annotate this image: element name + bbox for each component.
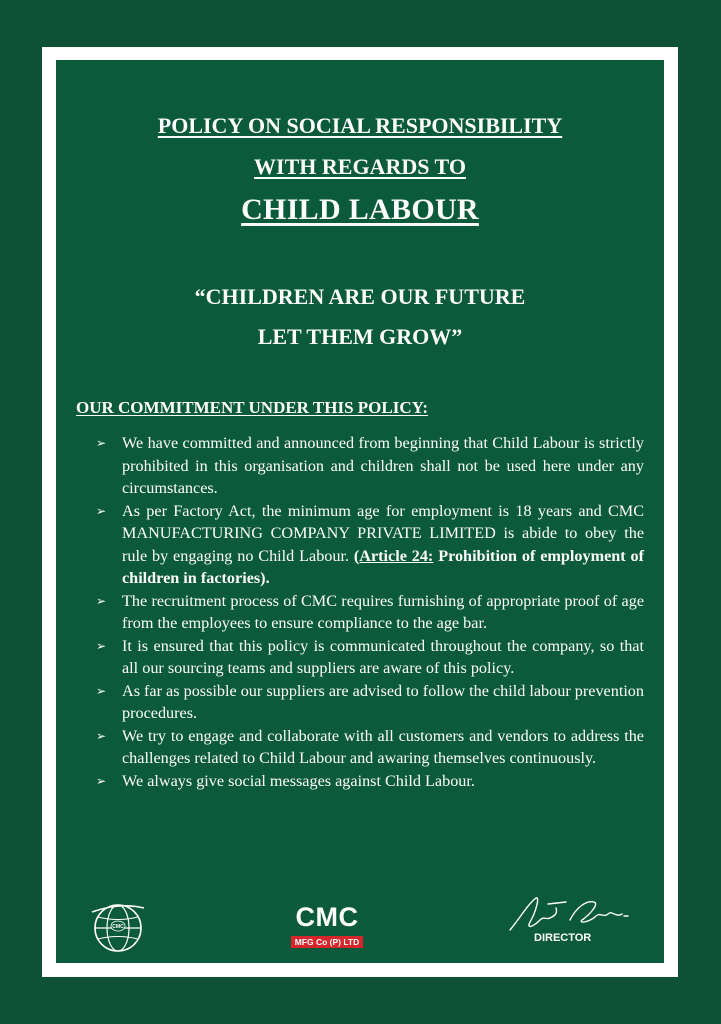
policy-panel bbox=[56, 60, 664, 963]
title-line-1: POLICY ON SOCIAL RESPONSIBILITY bbox=[157, 113, 563, 138]
globe-logo-icon bbox=[90, 898, 146, 954]
globe-logo-text: CMC bbox=[112, 924, 124, 930]
company-logo bbox=[284, 902, 370, 950]
list-item: ➢ It is ensured that this policy is communicated throughout the company, so that all our sourcing teams and suppliers are aware of this policy. bbox=[96, 636, 644, 677]
commitment-heading: OUR COMMITMENT UNDER THIS POLICY: bbox=[76, 398, 429, 417]
arrow-bullet-icon: ➢ bbox=[96, 773, 107, 788]
arrow-bullet-icon: ➢ bbox=[96, 683, 107, 698]
list-item: ➢ As far as possible our suppliers are advised to follow the child labour prevention procedures. bbox=[96, 681, 644, 722]
list-item: ➢ We always give social messages against Child Labour. bbox=[96, 770, 644, 793]
quote-line-1: “CHILDREN ARE OUR FUTURE bbox=[194, 284, 526, 309]
company-logo-main: CMC bbox=[295, 902, 359, 932]
article-reference: (Article 24: bbox=[353, 546, 434, 565]
arrow-bullet-icon: ➢ bbox=[96, 436, 107, 450]
arrow-bullet-icon: ➢ bbox=[96, 728, 107, 743]
arrow-bullet-icon: ➢ bbox=[96, 503, 107, 518]
list-item: ➢ We have committed and announced from beginning that Child Labour is strictly prohibited in this organisation and children shall not be used here under any circumstances. bbox=[96, 434, 644, 497]
company-logo-sub: MFG Co (P) LTD bbox=[291, 936, 364, 948]
arrow-bullet-icon: ➢ bbox=[96, 638, 107, 653]
director-label: DIRECTOR bbox=[534, 932, 592, 944]
commitment-list bbox=[96, 432, 644, 792]
list-item: ➢ The recruitment process of CMC requires furnishing of appropriate proof of age from the employees to ensure compliance to the age bar. bbox=[96, 591, 644, 632]
list-item: ➢ We try to engage and collaborate with all customers and vendors to address the challenges related to Child Labour and awaring themselves continuously. bbox=[96, 726, 644, 767]
title-line-3: CHILD LABOUR bbox=[241, 193, 479, 226]
list-item: ➢ As per Factory Act, the minimum age for employment is 18 years and CMC MANUFACTURING COMPANY PRIVATE LIMITED is abide to obey the rule by engaging no Child Labour. (Article 24: Prohibition of employment of children in factories). bbox=[96, 501, 644, 587]
arrow-bullet-icon: ➢ bbox=[96, 593, 107, 608]
article-text: Prohibition of employment of children in factories). bbox=[122, 546, 644, 587]
title-line-2: WITH REGARDS TO bbox=[254, 154, 466, 179]
quote-line-2: LET THEM GROW” bbox=[257, 324, 463, 349]
